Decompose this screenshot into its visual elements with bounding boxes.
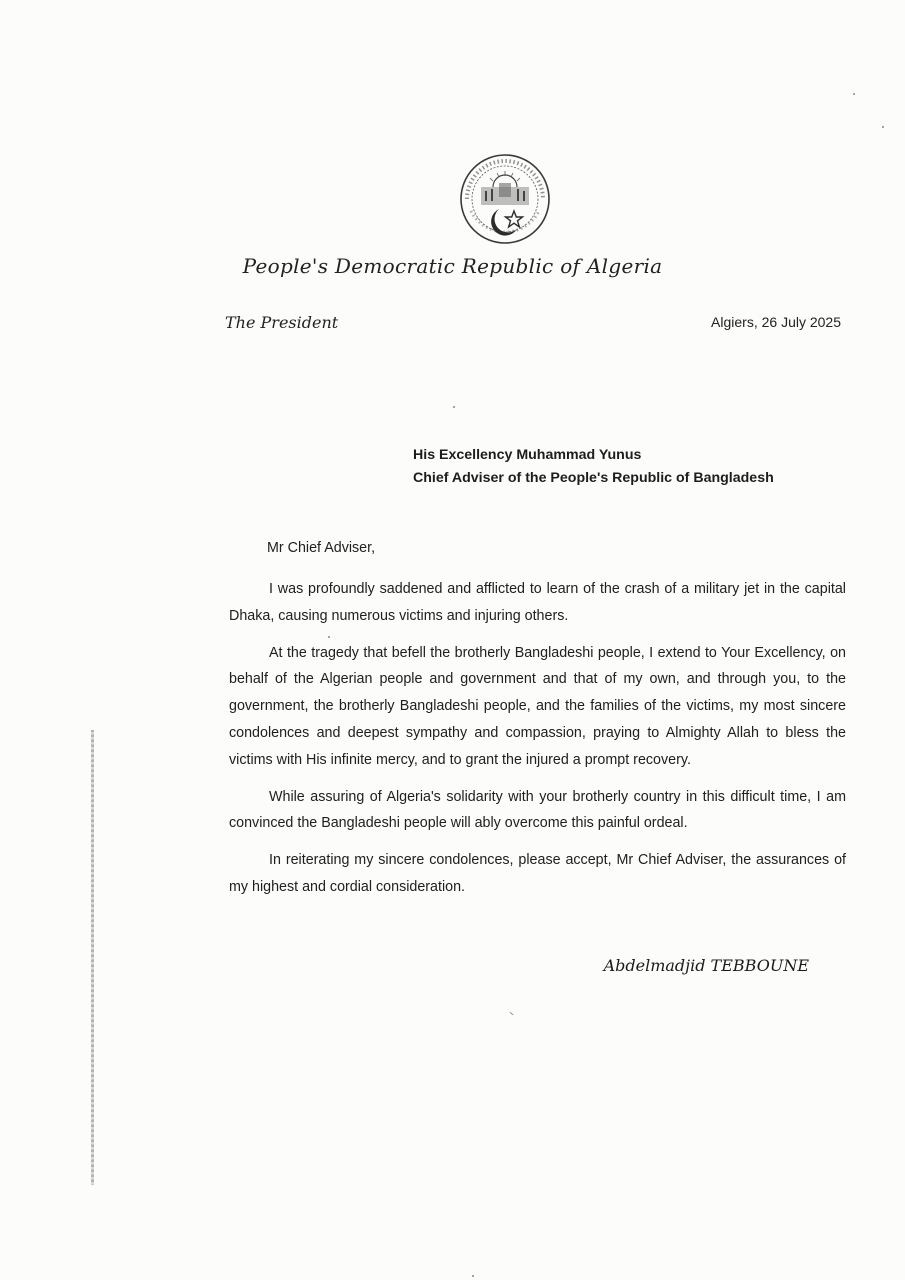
place-date: Algiers, 26 July 2025 [711,314,841,330]
recipient-name: His Excellency Muhammad Yunus [413,447,642,463]
scan-speck [853,93,855,95]
salutation: Mr Chief Adviser, [267,540,376,556]
emblem-icon [459,153,551,245]
recipient-title: Chief Adviser of the People's Republic of Bangladesh [413,470,774,486]
signature: Abdelmadjid TEBBOUNE [603,956,809,975]
body-paragraph: While assuring of Algeria's solidarity with your brotherly country in this difficult time, I am convinced the Bangladeshi people will ably overcome this painful ordeal. [229,788,846,832]
scan-speck [882,126,884,128]
letterhead-office: The President [225,313,339,332]
scan-speck [509,1012,513,1016]
scan-edge-artifact [91,730,94,1185]
scan-speck [453,406,455,408]
body-paragraph: At the tragedy that befell the brotherly Bangladeshi people, I extend to Your Excellency, on behalf of the Algerian people and government and that of my own, and through you, to the government, the brotherly Bangladeshi people, and the families of the victims, my most sincere condolences and deepest sympathy and compassion, praying to Almighty Allah to bless the victims with His infinite mercy, and to grant the injured a prompt recovery. [229,644,846,768]
letter-body [229,576,846,911]
recipient-block [413,444,774,490]
letterhead-country: People's Democratic Republic of Algeria [242,254,663,278]
scan-speck [472,1275,474,1277]
body-paragraph: I was profoundly saddened and afflicted to learn of the crash of a military jet in the capital Dhaka, causing numerous victims and injuring others. [229,581,846,624]
algeria-emblem-seal [459,153,551,245]
body-paragraph: In reiterating my sincere condolences, please accept, Mr Chief Adviser, the assurances of my highest and cordial consideration. [229,852,846,895]
